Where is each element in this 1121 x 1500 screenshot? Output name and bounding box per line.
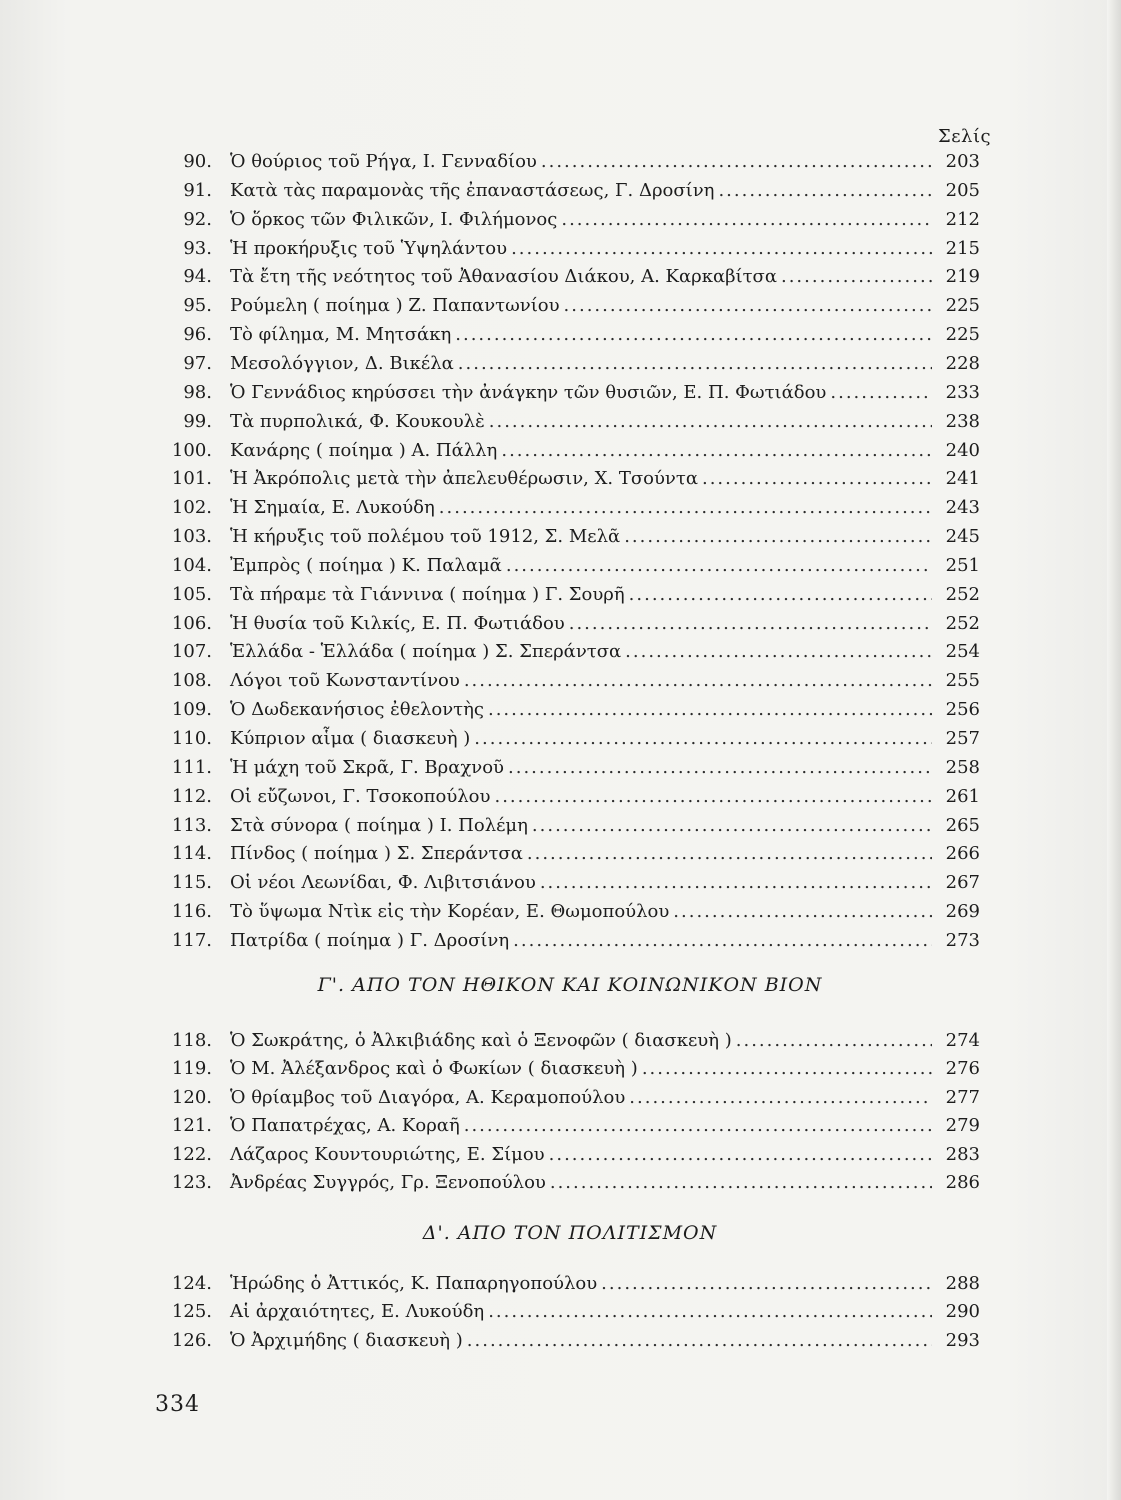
dot-leader xyxy=(718,177,932,205)
entry-number: 101. xyxy=(171,468,212,489)
dot-leader xyxy=(541,148,932,176)
entry-title: Πίνδος ( ποίημα ) Σ. Σπεράντσα xyxy=(230,843,523,864)
entry-number: 119. xyxy=(171,1058,212,1079)
toc-entry xyxy=(160,350,980,378)
dot-leader xyxy=(629,581,932,609)
dot-leader xyxy=(494,783,932,811)
toc-entry xyxy=(160,437,980,465)
entry-page: 257 xyxy=(945,728,980,749)
entry-number: 125. xyxy=(171,1301,212,1322)
entry-title: Τὰ πυρπολικά, Φ. Κουκουλὲ xyxy=(230,411,485,432)
entry-title: Ρούμελη ( ποίημα ) Ζ. Παπαντωνίου xyxy=(230,295,560,316)
toc-entry xyxy=(160,1055,980,1083)
entry-number: 106. xyxy=(171,613,212,634)
toc-entry xyxy=(160,1027,980,1055)
entry-number: 96. xyxy=(183,324,212,345)
toc-entry xyxy=(160,552,980,580)
dot-leader xyxy=(549,1141,932,1169)
entry-number: 105. xyxy=(171,584,212,605)
entry-number: 120. xyxy=(171,1087,212,1108)
entry-title: Λάζαρος Κουντουριώτης, Ε. Σίμου xyxy=(230,1144,545,1165)
dot-leader xyxy=(624,523,932,551)
toc-entry xyxy=(160,869,980,897)
dot-leader xyxy=(564,292,932,320)
entry-title: Κανάρης ( ποίημα ) Α. Πάλλη xyxy=(230,440,498,461)
toc-entry xyxy=(160,1270,980,1298)
entry-title: Ἡ θυσία τοῦ Κιλκίς, Ε. Π. Φωτιάδου xyxy=(230,613,565,634)
entry-number: 112. xyxy=(171,786,212,807)
toc-entry xyxy=(160,581,980,609)
entry-title: Ἡρώδης ὁ Ἀττικός, Κ. Παπαρηγοπούλου xyxy=(230,1273,598,1294)
entry-page: 283 xyxy=(945,1144,980,1165)
entry-page: 203 xyxy=(945,151,980,172)
dot-leader xyxy=(532,812,932,840)
dot-leader xyxy=(830,379,932,407)
entry-title: Ἡ Ἀκρόπολις μετὰ τὴν ἀπελευθέρωσιν, Χ. Τσούντα xyxy=(230,468,698,489)
entry-number: 97. xyxy=(183,353,212,374)
toc-entry xyxy=(160,321,980,349)
dot-leader xyxy=(488,696,932,724)
entry-page: 233 xyxy=(945,382,980,403)
toc-entry xyxy=(160,408,980,436)
entry-title: Οἱ νέοι Λεωνίδαι, Φ. Λιβιτσιάνου xyxy=(230,872,536,893)
entry-page: 256 xyxy=(945,699,980,720)
page-number: 334 xyxy=(155,1392,200,1417)
entry-page: 276 xyxy=(945,1058,980,1079)
entry-number: 123. xyxy=(171,1172,212,1193)
entry-title: Ὁ θρίαμβος τοῦ Διαγόρα, Α. Κεραμοπούλου xyxy=(230,1087,626,1108)
toc-entry xyxy=(160,610,980,638)
dot-leader xyxy=(508,754,932,782)
dot-leader xyxy=(673,898,932,926)
entry-page: 205 xyxy=(945,180,980,201)
dot-leader xyxy=(506,552,932,580)
entry-page: 293 xyxy=(945,1330,980,1351)
toc-entry xyxy=(160,494,980,522)
entry-number: 121. xyxy=(171,1115,212,1136)
entry-title: Στὰ σύνορα ( ποίημα ) Ι. Πολέμη xyxy=(230,815,528,836)
entry-title: Πατρίδα ( ποίημα ) Γ. Δροσίνη xyxy=(230,930,510,951)
entry-number: 93. xyxy=(183,238,212,259)
dot-leader xyxy=(561,206,932,234)
dot-leader xyxy=(569,610,932,638)
dot-leader xyxy=(458,350,932,378)
toc-entry xyxy=(160,235,980,263)
entry-page: 277 xyxy=(945,1087,980,1108)
entry-number: 122. xyxy=(171,1144,212,1165)
entry-number: 98. xyxy=(183,382,212,403)
entry-page: 215 xyxy=(945,238,980,259)
entry-title: Ἡ Σημαία, Ε. Λυκούδη xyxy=(230,497,435,518)
entry-title: Κύπριον αἷμα ( διασκευὴ ) xyxy=(230,728,471,749)
entry-number: 107. xyxy=(171,641,212,662)
entry-title: Ὁ Ἀρχιμήδης ( διασκευὴ ) xyxy=(230,1330,463,1351)
entry-page: 265 xyxy=(945,815,980,836)
entry-number: 114. xyxy=(171,843,212,864)
entry-title: Ἡ κήρυξις τοῦ πολέμου τοῦ 1912, Σ. Μελᾶ xyxy=(230,526,621,547)
entry-page: 238 xyxy=(945,411,980,432)
entry-page: 290 xyxy=(945,1301,980,1322)
entry-number: 115. xyxy=(171,872,212,893)
dot-leader xyxy=(464,667,932,695)
toc-entry xyxy=(160,696,980,724)
toc-entry xyxy=(160,1169,980,1197)
dot-leader xyxy=(513,927,932,955)
entry-page: 245 xyxy=(945,526,980,547)
toc-entry xyxy=(160,754,980,782)
entry-page: 266 xyxy=(945,843,980,864)
entry-title: Αἱ ἀρχαιότητες, Ε. Λυκούδη xyxy=(230,1301,485,1322)
entry-page: 269 xyxy=(945,901,980,922)
dot-leader xyxy=(488,1298,932,1326)
entry-number: 104. xyxy=(171,555,212,576)
toc-entry xyxy=(160,898,980,926)
dot-leader xyxy=(455,321,932,349)
entry-number: 99. xyxy=(183,411,212,432)
toc-entry xyxy=(160,840,980,868)
entry-title: Ὁ Γεννάδιος κηρύσσει τὴν ἀνάγκην τῶν θυσιῶν, Ε. Π. Φωτιάδου xyxy=(230,382,827,403)
entry-title: Ὁ Δωδεκανήσιος ἐθελοντὴς xyxy=(230,699,484,720)
entry-number: 124. xyxy=(171,1273,212,1294)
entry-title: Λόγοι τοῦ Κωνσταντίνου xyxy=(230,670,460,691)
toc-entry xyxy=(160,1084,980,1112)
dot-leader xyxy=(601,1270,932,1298)
entry-title: Ὁ Σωκράτης, ὁ Ἀλκιβιάδης καὶ ὁ Ξενοφῶν ( διασκευὴ ) xyxy=(230,1030,732,1051)
entry-number: 92. xyxy=(183,209,212,230)
entry-page: 252 xyxy=(945,584,980,605)
dot-leader xyxy=(439,494,932,522)
toc-entry xyxy=(160,1298,980,1326)
entry-page: 258 xyxy=(945,757,980,778)
entry-title: Τὸ ὕψωμα Ντὶκ εἰς τὴν Κορέαν, Ε. Θωμοπούλου xyxy=(230,901,670,922)
dot-leader xyxy=(781,263,932,291)
entry-number: 103. xyxy=(171,526,212,547)
entry-number: 109. xyxy=(171,699,212,720)
entry-title: Ὁ Μ. Ἀλέξανδρος καὶ ὁ Φωκίων ( διασκευὴ ) xyxy=(230,1058,638,1079)
entry-page: 240 xyxy=(945,440,980,461)
entry-page: 212 xyxy=(945,209,980,230)
entry-page: 273 xyxy=(945,930,980,951)
toc-entry xyxy=(160,1112,980,1140)
toc-entry xyxy=(160,465,980,493)
entry-title: Τὰ πήραμε τὰ Γιάννινα ( ποίημα ) Γ. Σουρῆ xyxy=(230,584,625,605)
toc-entry xyxy=(160,638,980,666)
toc-entry xyxy=(160,667,980,695)
toc-entry xyxy=(160,1141,980,1169)
entry-page: 225 xyxy=(945,295,980,316)
dot-leader xyxy=(625,638,932,666)
dot-leader xyxy=(501,437,932,465)
entry-page: 252 xyxy=(945,613,980,634)
dot-leader xyxy=(489,408,932,436)
entry-page: 261 xyxy=(945,786,980,807)
toc-entry xyxy=(160,263,980,291)
entry-page: 255 xyxy=(945,670,980,691)
entry-title: Ὁ ὅρκος τῶν Φιλικῶν, Ι. Φιλήμονος xyxy=(230,209,558,230)
entry-page: 228 xyxy=(945,353,980,374)
entry-title: Ἡ προκήρυξις τοῦ Ὑψηλάντου xyxy=(230,238,508,259)
entry-title: Μεσολόγγιον, Δ. Βικέλα xyxy=(230,353,454,374)
entry-title: Ὁ θούριος τοῦ Ρήγα, Ι. Γενναδίου xyxy=(230,151,537,172)
entry-title: Κατὰ τὰς παραμονὰς τῆς ἐπαναστάσεως, Γ. Δροσίνη xyxy=(230,180,715,201)
entry-title: Ἐμπρὸς ( ποίημα ) Κ. Παλαμᾶ xyxy=(230,555,502,576)
toc-entry xyxy=(160,1327,980,1355)
toc-entry xyxy=(160,725,980,753)
entry-number: 118. xyxy=(171,1030,212,1051)
toc-entry xyxy=(160,927,980,955)
entry-title: Ἡ μάχη τοῦ Σκρᾶ, Γ. Βραχνοῦ xyxy=(230,757,504,778)
dot-leader xyxy=(527,840,932,868)
entry-page: 243 xyxy=(945,497,980,518)
entry-number: 116. xyxy=(171,901,212,922)
toc-entry xyxy=(160,523,980,551)
dot-leader xyxy=(540,869,932,897)
dot-leader xyxy=(550,1169,932,1197)
dot-leader xyxy=(511,235,932,263)
toc-entry xyxy=(160,292,980,320)
entry-number: 126. xyxy=(171,1330,212,1351)
entry-number: 102. xyxy=(171,497,212,518)
entry-page: 279 xyxy=(945,1115,980,1136)
entry-number: 91. xyxy=(183,180,212,201)
dot-leader xyxy=(629,1084,932,1112)
dot-leader xyxy=(642,1055,932,1083)
entry-number: 111. xyxy=(171,757,212,778)
entry-page: 225 xyxy=(945,324,980,345)
section-heading: Δ'. ΑΠΟ ΤΟΝ ΠΟΛΙΤΙΣΜΟΝ xyxy=(422,1222,718,1244)
entry-title: Τὸ φίλημα, Μ. Μητσάκη xyxy=(230,324,452,345)
page-column-label: Σελίς xyxy=(938,126,992,147)
entry-number: 90. xyxy=(183,151,212,172)
entry-title: Ὁ Παπατρέχας, Α. Κοραῆ xyxy=(230,1115,460,1136)
dot-leader xyxy=(467,1327,932,1355)
entry-title: Οἱ εὔζωνοι, Γ. Τσοκοπούλου xyxy=(230,786,491,807)
entry-number: 113. xyxy=(171,815,212,836)
entry-page: 219 xyxy=(945,266,980,287)
dot-leader xyxy=(736,1027,932,1055)
entry-title: Ἀνδρέας Συγγρός, Γρ. Ξενοπούλου xyxy=(230,1172,546,1193)
entry-page: 286 xyxy=(945,1172,980,1193)
entry-page: 274 xyxy=(945,1030,980,1051)
entry-page: 254 xyxy=(945,641,980,662)
entry-number: 100. xyxy=(171,440,212,461)
toc-entry xyxy=(160,812,980,840)
toc-entry xyxy=(160,148,980,176)
toc-entry xyxy=(160,177,980,205)
entry-title: Ἑλλάδα - Ἑλλάδα ( ποίημα ) Σ. Σπεράντσα xyxy=(230,641,622,662)
page-edge-shadow xyxy=(1107,0,1121,1500)
toc-entry xyxy=(160,783,980,811)
dot-leader xyxy=(474,725,932,753)
entry-number: 110. xyxy=(171,728,212,749)
entry-number: 108. xyxy=(171,670,212,691)
toc-entry xyxy=(160,206,980,234)
entry-number: 117. xyxy=(171,930,212,951)
entry-page: 251 xyxy=(945,555,980,576)
entry-title: Τὰ ἔτη τῆς νεότητος τοῦ Ἀθανασίου Διάκου, Α. Καρκαβίτσα xyxy=(230,266,777,287)
entry-page: 288 xyxy=(945,1273,980,1294)
entry-number: 94. xyxy=(183,266,212,287)
toc-entry xyxy=(160,379,980,407)
entry-page: 267 xyxy=(945,872,980,893)
dot-leader xyxy=(464,1112,932,1140)
entry-page: 241 xyxy=(945,468,980,489)
dot-leader xyxy=(702,465,932,493)
section-heading: Γ'. ΑΠΟ ΤΟΝ ΗΘΙΚΟΝ ΚΑΙ ΚΟΙΝΩΝΙΚΟΝ ΒΙΟΝ xyxy=(317,974,823,996)
entry-number: 95. xyxy=(183,295,212,316)
